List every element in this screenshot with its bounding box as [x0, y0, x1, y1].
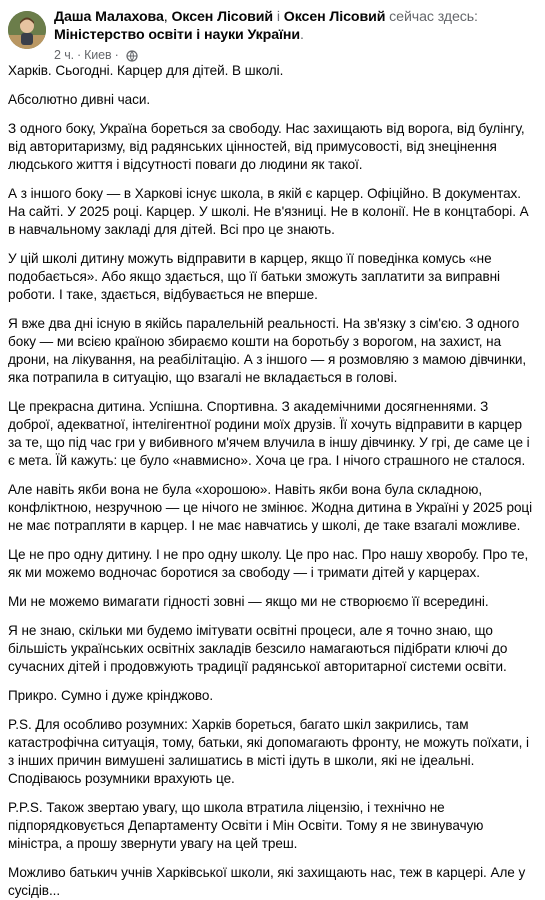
post-meta	[54, 48, 533, 63]
post-paragraph: P.P.S. Також звертаю увагу, що школа втратила ліцензію, і технічно не підпорядковується Департаменту Освіти і Мін Освіти. Тому я не звинувачую міністра, а прошу звернути увагу на цей треш.	[8, 800, 484, 851]
meta-dot: ·	[77, 48, 82, 62]
post-paragraph: Це прекрасна дитина. Успішна. Спортивна. З академічними досягненнями. З доброї, адекватної, інтелігентної родини моїх друзів. Її хочуть відправити в карцер за те, що під час гри у вибивного м'ячем влучила в іншу дівчинку. У грі, де саме це і є мета. Їй кажуть: це було «навмисно». Хоча це гра. І нічого страшного не сталося.	[8, 399, 530, 468]
tagged-person-link-2[interactable]: Оксен Лісовий	[283, 9, 386, 25]
post-paragraph: Ми не можемо вимагати гідності зовні — якщо ми не створюємо її всередині.	[8, 594, 489, 609]
place-link[interactable]: Міністерство освіти і науки України	[54, 27, 301, 43]
post-paragraph: Але навіть якби вона не була «хорошою». Навіть якби вона була складною, конфліктною, незручною — це нічого не змінює. Жодна дитина в Україні у 2025 році не має потрапляти в карцер. І не має навчатись у школі, де таке взагалі можливе.	[8, 482, 533, 533]
post-paragraph: Абсолютно дивні часи.	[8, 92, 151, 107]
header-trailing-dot: .	[300, 27, 304, 43]
tagged-person-link[interactable]: Оксен Лісовий	[171, 9, 274, 25]
checkin-status-text: сейчас здесь:	[385, 9, 478, 25]
post-timestamp-link[interactable]: 2 ч.	[54, 48, 75, 62]
post-paragraph: Я не знаю, скільки ми будемо імітувати освітні процеси, але я точно знаю, що більшість українських освітніх закладів безсило намагаються підібрати ключі до сучасних дітей і продовжують традиції радянської авторитарної системи освіти.	[8, 623, 508, 674]
post-paragraph: З одного боку, Україна бореться за свободу. Нас захищають від ворога, від булінгу, від авторитаризму, від радянських цінностей, від примусовості, від знецінення людського життя і відсутності поваги до людини як такої.	[8, 121, 525, 172]
post-paragraph: А з іншого боку — в Харкові існує школа, в якій є карцер. Офіційно. В документах. На сайті. У 2025 році. Карцер. У школі. Не в'язниці. Не в колонії. Не в концтаборі. А в навчальному закладі для дітей. Всі про це знають.	[8, 186, 529, 237]
post-header-text	[54, 8, 533, 63]
post-body	[8, 62, 533, 900]
meta-dot-2: ·	[114, 48, 119, 62]
avatar-image-icon	[8, 11, 46, 49]
post-header	[8, 0, 533, 62]
tag-connector: і	[273, 9, 284, 25]
globe-icon[interactable]	[126, 50, 138, 62]
post-paragraph: Харків. Сьогодні. Карцер для дітей. В школі.	[8, 63, 284, 78]
post-location: Киев	[84, 48, 112, 62]
post-paragraph: Можливо батькич учнів Харківської школи, які захищають нас, теж в карцері. Але у сусідів...	[8, 865, 526, 898]
author-name-link[interactable]: Даша Малахова	[54, 9, 164, 25]
post-paragraph: У цій школі дитину можуть відправити в карцер, якщо її поведінка комусь «не подобається». Або якщо здається, що її батьки зможуть заплатити за виправні роботи. І таке, здається, відбувається не вперше.	[8, 251, 501, 302]
post-paragraph: Це не про одну дитину. І не про одну школу. Це про нас. Про нашу хворобу. Про те, як ми можемо водночас боротися за свободу — і тримати дітей у карцерах.	[8, 547, 529, 580]
post-paragraph: Прикро. Сумно і дуже крінджово.	[8, 688, 214, 703]
author-avatar[interactable]	[8, 11, 46, 49]
post-paragraph: P.S. Для особливо розумних: Харків бореться, багато шкіл закрились, там катастрофічна ситуація, тому, батьки, які допомагають фронту, не можуть поїхати, і з інших причин вимушені залишатись в місті ідуть в школи, які не ідеальні. Сподіваюсь розумники врахують це.	[8, 717, 529, 786]
post-paragraph: Я вже два дні існую в якійсь паралельній реальності. На зв'язку з сім'єю. З одного боку — ми всією країною збираємо кошти на боротьбу з ворогом, на захист, на дрони, на лікування, на реабілітацію. А з іншого — я розмовляю з мамою дівчинки, яка потрапила в ситуацію, що взагалі не вкладається в голові.	[8, 316, 527, 385]
author-separator: ,	[163, 9, 172, 25]
post-header-line	[54, 8, 533, 44]
